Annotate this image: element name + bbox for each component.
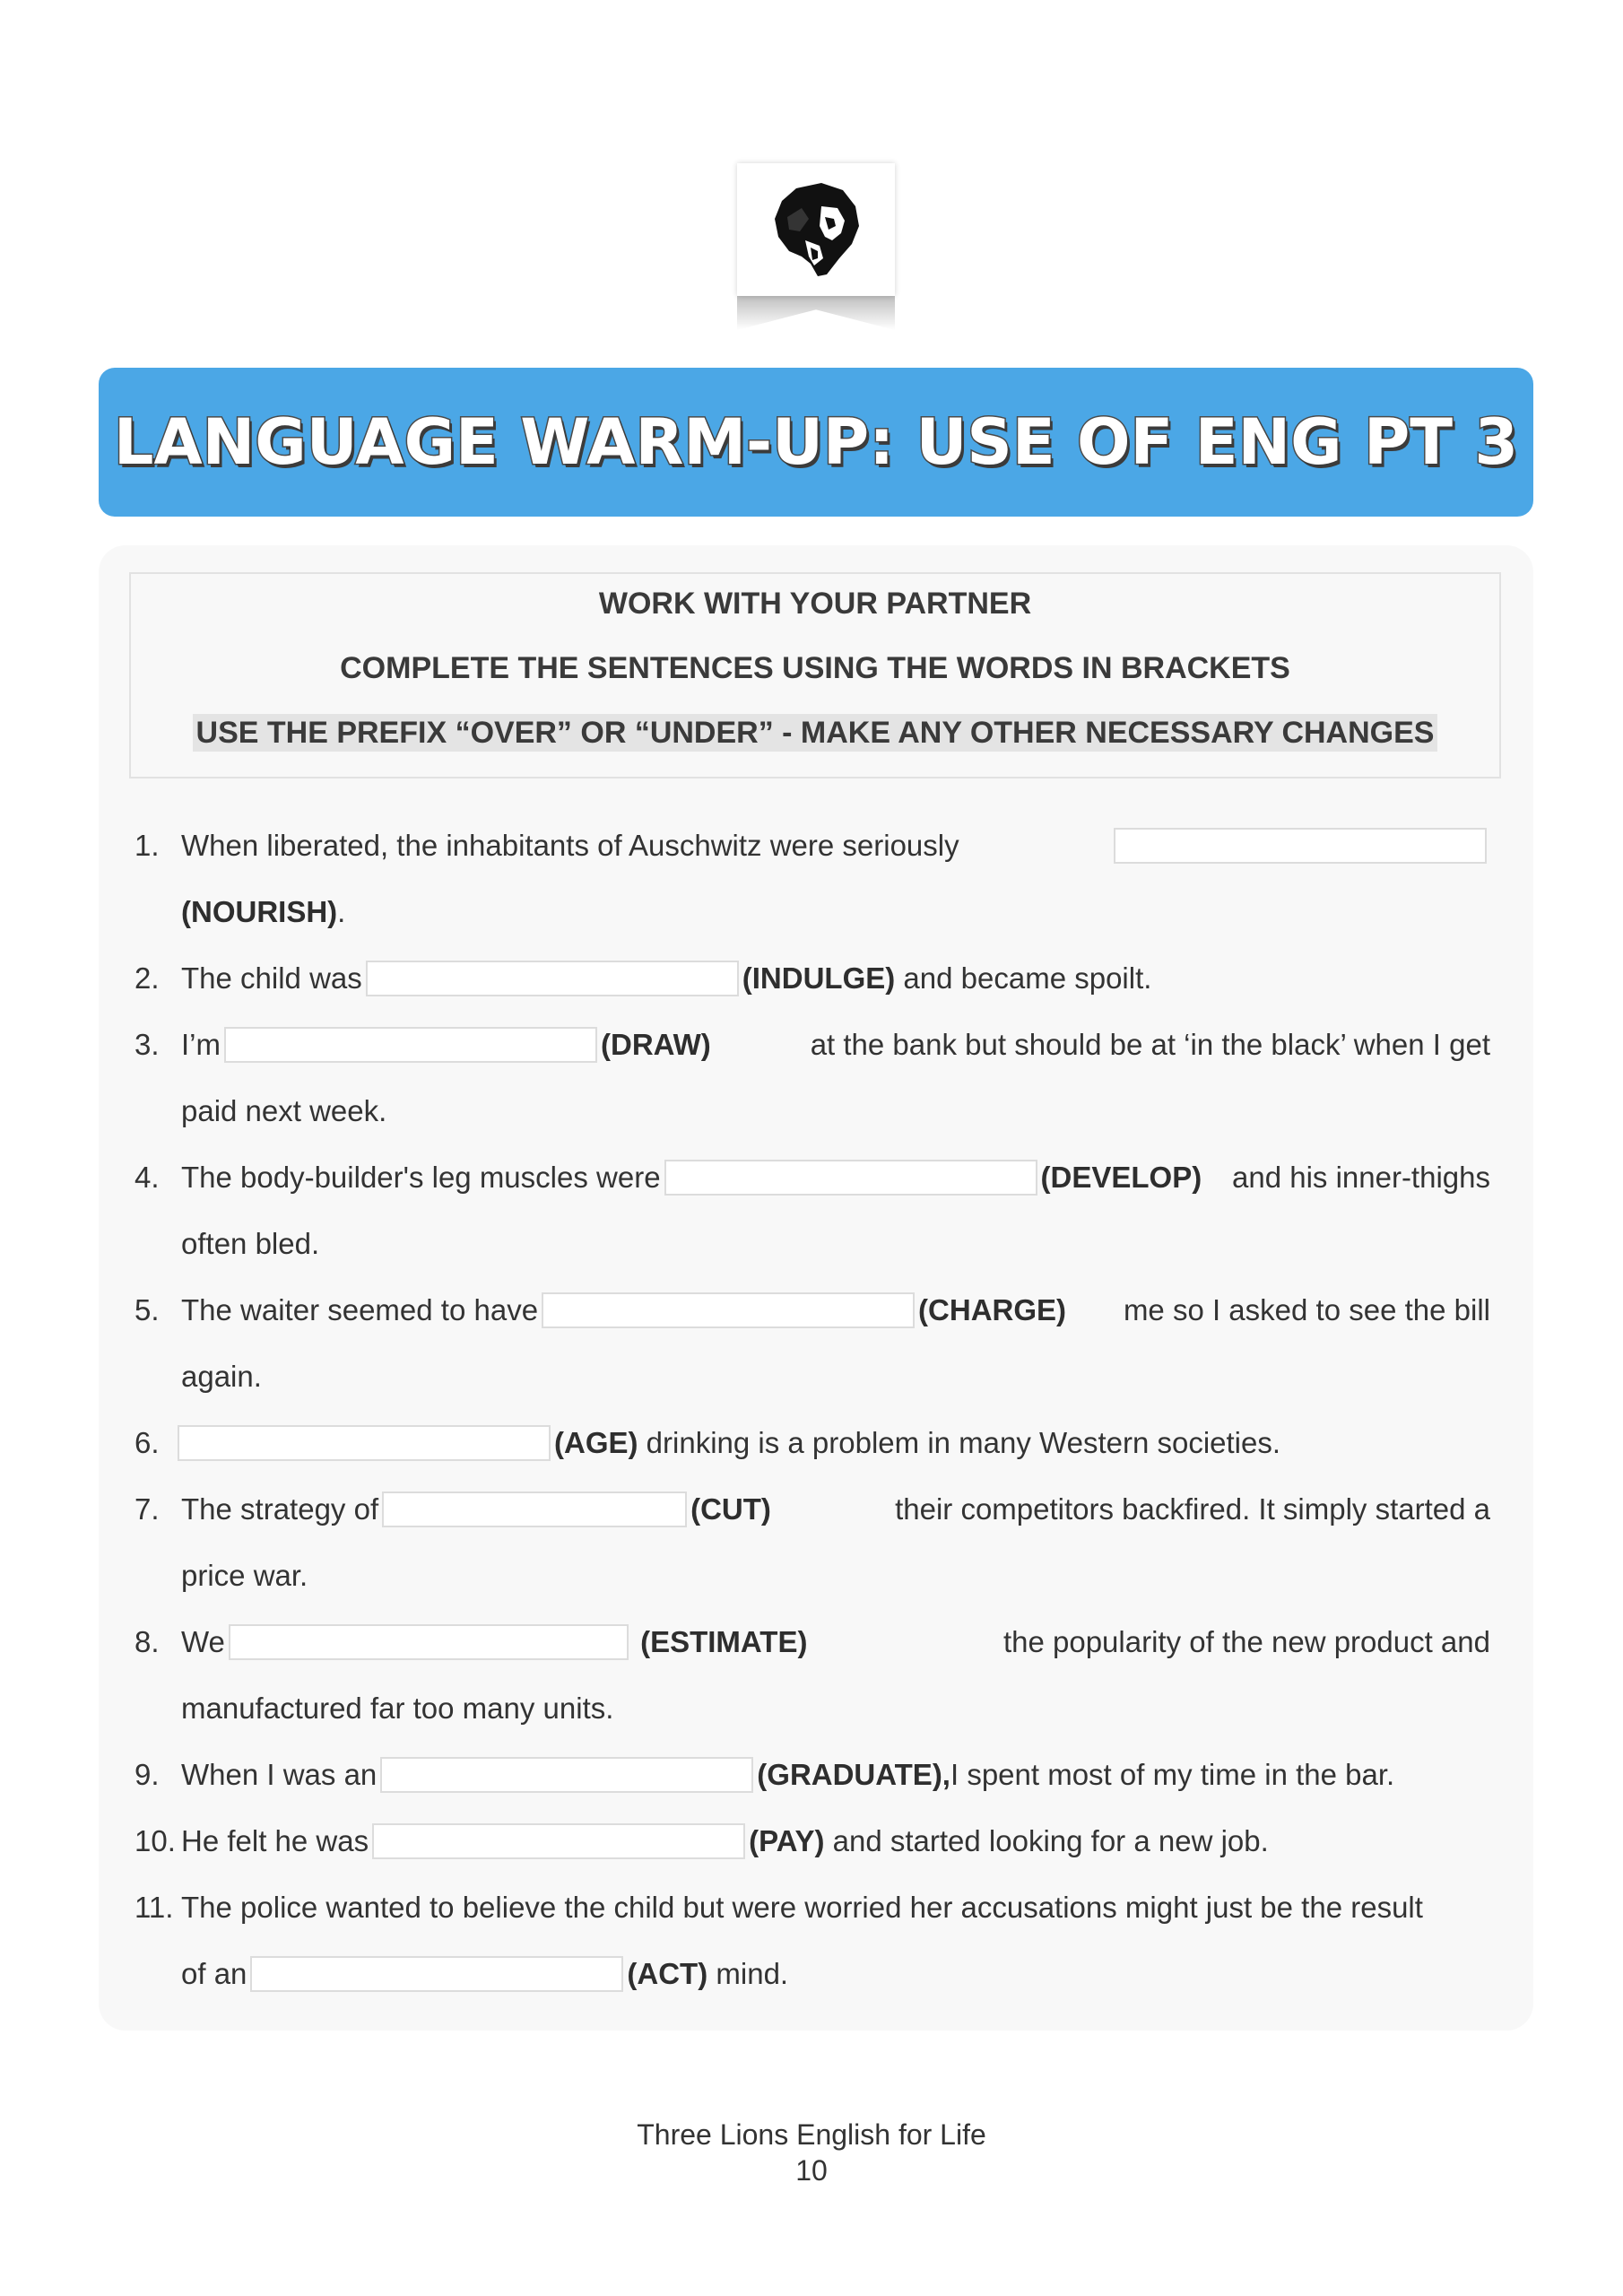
question-text-mid: of an <box>181 1957 247 1990</box>
question-text-end: I spent most of my time in the bar. <box>950 1758 1395 1791</box>
question-text: He felt he was <box>181 1824 369 1857</box>
answer-blank-10[interactable] <box>372 1823 745 1859</box>
question-text-mid: the popularity of the new product and <box>1002 1625 1490 1658</box>
question-text-end: and became spoilt. <box>903 961 1152 995</box>
bracket-word: (ESTIMATE) <box>640 1625 808 1658</box>
bracket-word: (CHARGE) <box>918 1293 1067 1326</box>
question-number: 3. <box>135 1028 160 1061</box>
question-text: The strategy of <box>181 1492 379 1526</box>
question-1 <box>135 813 1490 945</box>
question-text-end: often bled. <box>181 1227 320 1260</box>
question-number: 6. <box>135 1426 160 1459</box>
question-number: 5. <box>135 1293 160 1326</box>
question-text-end: again. <box>181 1360 262 1393</box>
bracket-word: (AGE) <box>554 1426 638 1459</box>
question-number: 9. <box>135 1758 160 1791</box>
question-text-end: and started looking for a new job. <box>832 1824 1269 1857</box>
question-8 <box>135 1609 1490 1742</box>
bracket-word: (ACT) <box>627 1957 708 1990</box>
answer-blank-2[interactable] <box>366 961 739 996</box>
bracket-word: (CUT) <box>690 1492 771 1526</box>
instructions-box <box>129 572 1501 778</box>
bracket-word: (GRADUATE), <box>757 1758 950 1791</box>
question-text: The police wanted to believe the child but were worried her accusations might just be the result <box>181 1891 1423 1924</box>
question-text-end: . <box>337 895 346 928</box>
question-text-end: manufactured far too many units. <box>181 1692 614 1725</box>
answer-blank-8[interactable] <box>229 1624 629 1660</box>
question-text-mid: and his inner-thighs <box>1231 1161 1490 1194</box>
question-text: The body-builder's leg muscles were <box>181 1161 661 1194</box>
title-banner <box>99 368 1533 517</box>
instruction-line-2: COMPLETE THE SENTENCES USING THE WORDS IN BRACKETS <box>340 651 1290 685</box>
question-text-mid: me so I asked to see the bill <box>1123 1293 1490 1326</box>
instruction-line-3 <box>131 716 1499 751</box>
instruction-line-3-text: USE THE PREFIX “OVER” OR “UNDER” - MAKE ANY OTHER NECESSARY CHANGES <box>193 714 1438 752</box>
bracket-word: (NOURISH) <box>181 895 338 928</box>
instruction-line-1: WORK WITH YOUR PARTNER <box>598 587 1032 621</box>
logo-shadow <box>737 296 895 330</box>
question-text-end: paid next week. <box>181 1094 387 1127</box>
question-text: The waiter seemed to have <box>181 1293 539 1326</box>
answer-blank-7[interactable] <box>382 1492 687 1527</box>
question-number: 7. <box>135 1492 160 1526</box>
question-5 <box>135 1277 1490 1410</box>
bracket-word: (PAY) <box>749 1824 825 1857</box>
answer-blank-1[interactable] <box>1114 828 1487 864</box>
answer-blank-4[interactable] <box>664 1160 1037 1196</box>
question-3 <box>135 1012 1490 1144</box>
answer-blank-11[interactable] <box>250 1956 623 1992</box>
question-text: We <box>181 1625 225 1658</box>
question-2 <box>135 945 1490 1012</box>
lion-head-icon <box>769 181 863 278</box>
page-title: LANGUAGE WARM-UP: USE OF ENG PT 3 <box>113 405 1519 479</box>
answer-blank-9[interactable] <box>380 1757 753 1793</box>
question-number: 10. <box>135 1824 176 1857</box>
question-text: The child was <box>181 961 362 995</box>
question-9 <box>135 1742 1490 1808</box>
question-number: 11. <box>135 1891 174 1924</box>
question-text-mid: at the bank but should be at ‘in the black’ when I get <box>810 1028 1490 1061</box>
page-number: 10 <box>795 2154 828 2187</box>
question-7 <box>135 1476 1490 1609</box>
question-4 <box>135 1144 1490 1277</box>
bracket-word: (DRAW) <box>601 1028 711 1061</box>
question-text-end: mind. <box>716 1957 789 1990</box>
bracket-word: (DEVELOP) <box>1040 1161 1202 1194</box>
question-number: 8. <box>135 1625 160 1658</box>
logo <box>737 163 895 296</box>
question-number: 2. <box>135 961 160 995</box>
bracket-word: (INDULGE) <box>742 961 896 995</box>
question-text: When liberated, the inhabitants of Auschwitz were seriously <box>181 829 959 862</box>
question-text-end: drinking is a problem in many Western societies. <box>646 1426 1281 1459</box>
question-6 <box>135 1410 1490 1476</box>
question-text-end: price war. <box>181 1559 308 1592</box>
question-number: 4. <box>135 1161 160 1194</box>
question-text-mid: their competitors backfired. It simply started a <box>895 1492 1490 1526</box>
answer-blank-3[interactable] <box>224 1027 597 1063</box>
answer-blank-5[interactable] <box>542 1292 915 1328</box>
question-text: When I was an <box>181 1758 378 1791</box>
question-number: 1. <box>135 829 160 862</box>
question-10 <box>135 1808 1490 1874</box>
question-text: I’m <box>181 1028 221 1061</box>
answer-blank-6[interactable] <box>178 1425 551 1461</box>
question-11 <box>135 1874 1490 2007</box>
footer-brand: Three Lions English for Life <box>637 2118 986 2151</box>
